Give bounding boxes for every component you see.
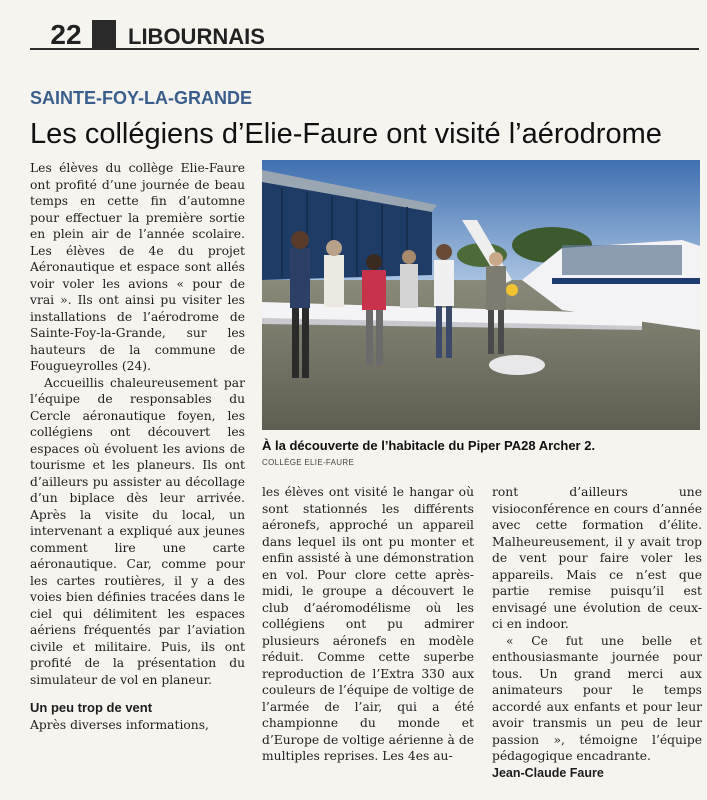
airplane-photo-illustration: [262, 160, 700, 430]
article-kicker: SAINTE-FOY-LA-GRANDE: [30, 88, 252, 108]
paragraph: les élèves ont visité le hangar où sont stationnés les différents aéronefs, approché un appareil dans lequel ils ont pu monter et enfin assisté à une démonstration en vol. Pour clore cette après-midi, le groupe a découvert le club d’aéromodélisme où les collégiens ont pu admirer plusieurs aéronefs en modèle réduit. Comme cette superbe reproduction de l’Extra 330 aux couleurs de l’équipe de voltige de l’armée de l’air, qui a été championne du monde et d’Europe de voltige aérienne à de multiples reprises. Les 4es au-: [262, 485, 474, 763]
photo-credit: COLLÈGE ELIE-FAURE: [262, 458, 355, 467]
article-subhead: Un peu trop de vent: [30, 700, 153, 715]
paragraph: Les élèves du collège Elie-Faure ont profité d’une journée de beau temps en cette fin d’automne pour effectuer la première sortie en plein air de l’année scolaire. Les élèves de 4e du projet Aéronautique et espace sont allés voir voler les avions « pour de vrai ». Ils ont ainsi pu visiter les installations de l’aérodrome de Sainte-Foy-la-Grande, sur les hauteurs de la commune de Fougueyrolles (24).: [30, 161, 245, 373]
paragraph: Après diverses informations,: [30, 717, 209, 732]
article-column-2: [262, 484, 474, 765]
header-rule: [30, 48, 699, 50]
article-column-1: [30, 160, 245, 733]
section-name: LIBOURNAIS: [128, 24, 265, 49]
paragraph: « Ce fut une belle et enthousiasmante journée pour tous. Un grand merci aux animateurs pour le temps accordé aux enfants et pour leur avoir transmis un peu de leur passion », témoigne l’équipe pédagogique encadrante.: [492, 633, 702, 763]
article-column-3: [492, 484, 702, 781]
page-number: 22: [50, 19, 82, 50]
photo-caption: À la découverte de l’habitacle du Piper PA28 Archer 2.: [262, 438, 596, 453]
paragraph: Accueillis chaleureusement par l’équipe de responsables du Cercle aéronautique foyen, les collégiens ont découvert les espaces où évoluent les avions de tourisme et les planeurs. Ils ont d’ailleurs pu assister au décollage d’un biplace dès leur arrivée. Après la visite du local, un intervenant a expliqué aux jeunes comment lire une carte aéronautique. Car, comme pour les cartes routières, il y a des voies bien définies tracées dans le ciel qui délimitent les espaces aériens fréquentés par l’aviation civile et militaire. Puis, ils ont profité de la présentation du simulateur de vol en planeur.: [30, 375, 245, 687]
author-byline: Jean-Claude Faure: [492, 765, 604, 780]
article-headline: Les collégiens d’Elie-Faure ont visité l’aérodrome: [30, 118, 662, 150]
paragraph: ront d’ailleurs une visioconférence en cours d’année avec cette formation d’élite. Malheureusement, il y avait trop de vent pour faire voler les appareils. Mais ce n’est que partie remise puisqu’il est envisagé une évolution de ceux-ci en indoor.: [492, 485, 702, 631]
page-header: [0, 0, 707, 62]
header-color-block: [92, 20, 116, 50]
article-photo: [262, 160, 700, 430]
